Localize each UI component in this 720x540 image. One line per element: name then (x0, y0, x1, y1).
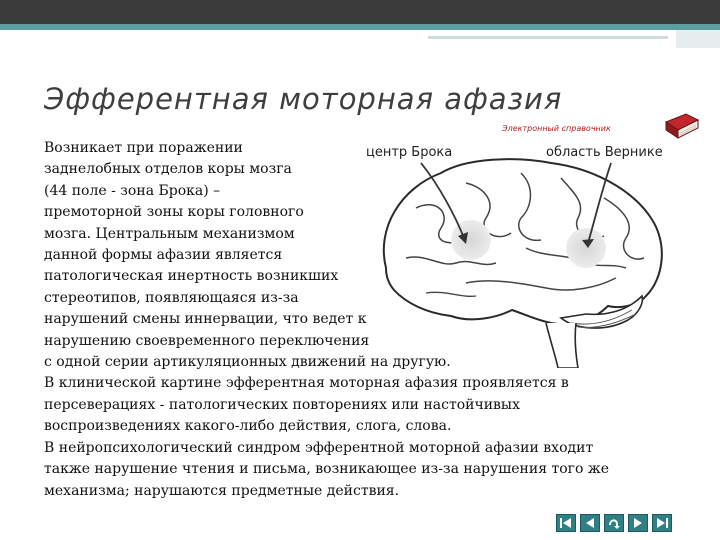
return-button[interactable] (604, 514, 624, 532)
body-text-line: нарушений смены иннервации, что ведет к (44, 311, 367, 328)
body-text-line: также нарушение чтения и письма, возникающее из-за нарушения того же (44, 461, 610, 478)
body-text-line: механизма; нарушаются предметные действия. (44, 482, 400, 499)
body-text-line: стереотипов, появляющаяся из-за (44, 289, 299, 306)
slide-accent-line (428, 36, 668, 39)
skip-start-icon (557, 515, 575, 531)
prev-icon (581, 515, 599, 531)
slide-accent-bar (0, 24, 720, 30)
slide-title: Эфферентная моторная афазия (44, 82, 563, 116)
reference-caption: Электронный справочник (502, 124, 611, 133)
body-text-line: патологическая инертность возникших (44, 268, 339, 285)
first-slide-button[interactable] (556, 514, 576, 532)
last-slide-button[interactable] (652, 514, 672, 532)
slide-navigation (556, 514, 672, 532)
body-text-line: с одной серии артикуляционных движений на другую. (44, 354, 451, 371)
broca-label: центр Брока (366, 145, 453, 160)
body-text-line: Возникает при поражении (44, 140, 243, 156)
return-icon (605, 515, 623, 531)
next-slide-button[interactable] (628, 514, 648, 532)
body-text-line: воспроизведениях какого-либо действия, слога, слова. (44, 418, 452, 435)
body-text-line: данной формы афазии является (44, 247, 283, 264)
body-text-line: (44 поле - зона Брока) – (44, 182, 221, 199)
body-text-line: персеверациях - патологических повторениях или настойчивых (44, 396, 520, 413)
slide-body-text (44, 138, 694, 502)
prev-slide-button[interactable] (580, 514, 600, 532)
slide-top-bar (0, 0, 720, 24)
body-text-line: заднелобных отделов коры мозга (44, 161, 292, 178)
red-book-icon (662, 108, 702, 142)
body-text-line: В клинической картине эфферентная моторная афазия проявляется в (44, 375, 569, 392)
skip-end-icon (653, 515, 671, 531)
body-text-line: нарушению своевременного переключения (44, 332, 370, 349)
wernicke-label: область Вернике (546, 145, 663, 160)
next-icon (629, 515, 647, 531)
body-text-line: В нейропсихологический синдром эфферентной моторной афазии входит (44, 439, 594, 456)
body-text-line: мозга. Центральным механизмом (44, 225, 295, 242)
slide-accent-block (676, 30, 720, 48)
body-text-line: премоторной зоны коры головного (44, 204, 304, 221)
